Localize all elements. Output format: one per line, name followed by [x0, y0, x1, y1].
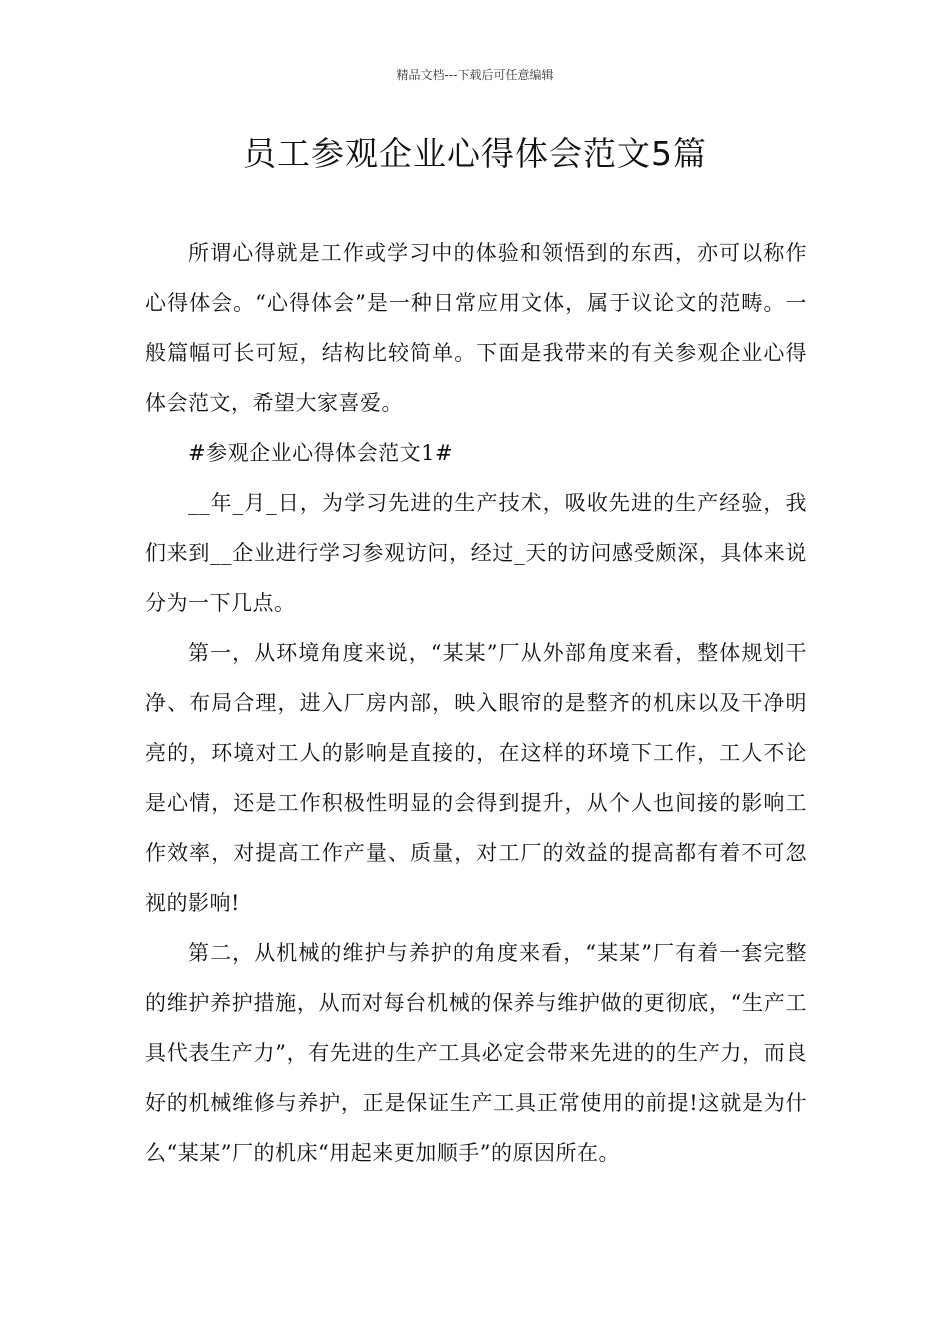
header-note: 精品文档---下载后可任意编辑	[396, 68, 554, 82]
section-heading: #参观企业心得体会范文1#	[188, 441, 454, 465]
paragraph: 第二，从机械的维护与养护的角度来看，“某某”厂有着一套完整的维护养护措施，从而对每台机械的保养与维护做的更彻底，“生产工具代表生产力”，有先进的生产工具必定会带来先进的的生产力，而良好的机械维修与养护，正是保证生产工具正常使用的前提!这就是为什么“某某”厂的机床“用起来更加顺手”的原因所在。	[145, 941, 807, 1165]
document-body	[145, 228, 807, 1178]
paragraph: 第一，从环境角度来说，“某某”厂从外部角度来看，整体规划干净、布局合理，进入厂房内部，映入眼帘的是整齐的机床以及干净明亮的，环境对工人的影响是直接的，在这样的环境下工作，工人不论是心情，还是工作积极性明显的会得到提升，从个人也间接的影响工作效率，对提高工作产量、质量，对工厂的效益的提高都有着不可忽视的影响!	[145, 641, 807, 915]
paragraph: __年_月_日，为学习先进的生产技术，吸收先进的生产经验，我们来到__企业进行学习参观访问，经过_天的访问感受颇深，具体来说分为一下几点。	[145, 491, 807, 615]
page-title: 员工参观企业心得体会范文5篇	[243, 134, 707, 173]
paragraph-intro: 所谓心得就是工作或学习中的体验和领悟到的东西，亦可以称作心得体会。“心得体会”是一种日常应用文体，属于议论文的范畴。一般篇幅可长可短，结构比较简单。下面是我带来的有关参观企业心得体会范文，希望大家喜爱。	[145, 241, 807, 415]
